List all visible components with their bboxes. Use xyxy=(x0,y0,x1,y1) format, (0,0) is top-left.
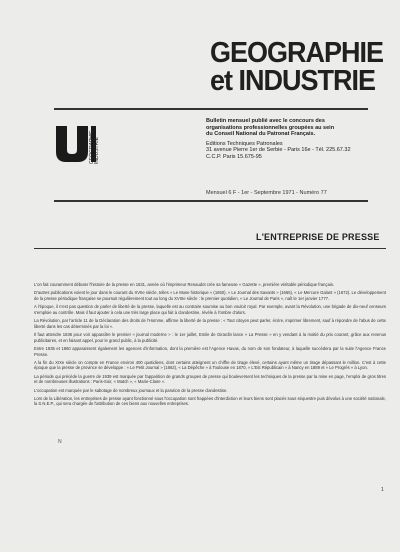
section-divider xyxy=(34,248,386,249)
paragraph: A la fin du XIXe siècle on compte en France environ 400 quotidiens, dont certains atteignent un chiffre de tirage élevé, certains ayant même un tirage dépassant le million. C'est à cette époque que la presse de province se développe : « Le Petit Journal » (1863), « La Dépêche » à Toulouse en 1870, « L'Est Républicain » à Nancy en 1889 et « Le Progrès » à Lyon. xyxy=(34,359,386,371)
paragraph: Lors de la Libération, les entreprises de presse ayant fonctionné sous l'occupation sont frappées d'interdiction et leurs biens sont placés sous séquestre puis dévolus à une société nationale, la S.N.E.P., qui sera chargée de l'attribution de ces biens aux nouvelles entreprises. xyxy=(34,395,386,407)
paragraph: Il faut attendre 1836 pour voir apparaître le premier « journal moderne » : le 1er juillet, Emile de Girardin lance « La Presse » en y vendant à la moitié du prix courant, grâce aux revenus publicitaires, et en faisant appel, pour le grand public, à la publicité. xyxy=(34,331,386,343)
publisher-ccp: C.C.P. Paris 15.675-95 xyxy=(206,153,262,160)
paragraph: La période qui précède la guerre de 1939 est marquée par l'apparition de grands groupes de presse qui bouleversent les techniques de la presse par la mise en page, l'emploi de gros titres et de nombreuses illustrations : Paris-Soir, « Match », « Marie-Claire ». xyxy=(34,373,386,385)
section-title: L'ENTREPRISE DE PRESSE xyxy=(256,232,380,242)
paragraph: L'on fait couramment débuter l'histoire de la presse en 1631, année où l'imprimeur Renaudot crée sa fameuse « Gazette », première véritable périodique français. xyxy=(34,282,335,287)
publisher-line: Bulletin mensuel publié avec le concours des xyxy=(206,118,325,124)
publisher-info xyxy=(206,118,376,160)
publisher-address: 31 avenue Pierre 1er de Serbie - Paris 16e - Tél. 225.67.32 xyxy=(206,147,351,153)
masthead-title-line1: GEOGRAPHIE xyxy=(210,36,384,69)
margin-mark: N xyxy=(58,439,62,445)
top-divider xyxy=(54,108,368,110)
issue-divider xyxy=(54,200,368,202)
publisher-line: Editions Techniques Patronales xyxy=(206,140,283,147)
publisher-line: du Conseil National du Patronat Français. xyxy=(206,131,316,137)
publisher-line: organisations professionnelles groupées au sein xyxy=(206,124,335,131)
paragraph: A l'époque, il n'est pas question de parler de liberté de la presse, laquelle est au contraire soumise au bon vouloir royal. Par exemple, avant la Révolution, une brigade de dix-neuf censeurs s'emploie au contrôle. Mais il faut ajouter à cela une très large place qui fait à clandestine, révèle à l'ombre d'alors. xyxy=(34,304,386,315)
paragraph: Entre 1835 et 1860 apparaissent également les agences d'information, dont la première est l'Agence Havas, du nom de son fondateur, à laquelle succèdera par la suite l'Agence France Presse. xyxy=(34,345,386,357)
paragraph: L'occupation est marquée par le sabotage de nombreux journaux et la parution de la presse clandestine. xyxy=(34,387,228,393)
paragraph: D'autres publications voient le jour dans le courant du XVIIe siècle, telles « Le Muse historique » (1650), « Le Journal des Savants » (1665), « Le Mercure Galant » (1672). Le développement de la presse périodique française se poursuit régulièrement tout au long du XVIIIe siècle : le premier quotidien, « Le Journal de Paris », naît le 1er janvier 1777. xyxy=(34,290,386,301)
issue-line: Mensuel 6 F - 1er - Septembre 1971 - Numéro 77 xyxy=(206,190,327,196)
masthead-title xyxy=(210,36,390,97)
article-body xyxy=(34,282,386,410)
page-number: 1 xyxy=(381,487,384,493)
logo-vertical-text: GEOGRAPHIE INDUSTRIE xyxy=(89,130,100,164)
masthead-title-line2: et INDUSTRIE xyxy=(210,64,376,97)
paragraph: La Révolution, par l'article 11 de la Déclaration des droits de l'Homme, affirme la liberté de la presse : « Tout citoyen peut parler, écrire, imprimer librement, sauf à répondre de l'abus de cette liberté dans les cas déterminés par la loi ». xyxy=(34,318,386,329)
